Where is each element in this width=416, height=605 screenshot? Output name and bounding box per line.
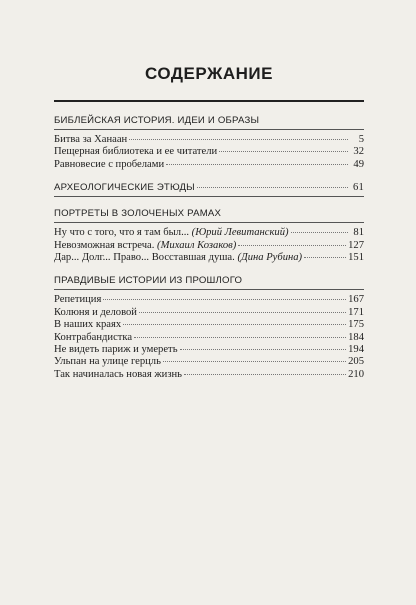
entry-title: Пещерная библиотека и ее читатели (54, 146, 218, 158)
entry-title: Контрабандистка (54, 331, 133, 343)
entry-page-number: 81 (353, 227, 364, 239)
dot-leader (238, 245, 346, 246)
toc-entry[interactable] (54, 332, 364, 344)
entry-page-number: 194 (348, 343, 364, 355)
dot-leader (291, 232, 348, 233)
section-heading[interactable] (54, 181, 364, 197)
section-heading-text: БИБЛЕЙСКАЯ ИСТОРИЯ. ИДЕИ И ОБРАЗЫ (54, 115, 260, 126)
toc-entry[interactable] (54, 344, 364, 356)
entry-page-number: 210 (348, 368, 364, 380)
toc-entry[interactable] (54, 252, 364, 264)
toc-entry[interactable] (54, 146, 364, 158)
entry-title: Дар... Долг... Право... Восставшая душа. (Дина Рубина) (54, 251, 303, 263)
section-heading-text: ПОРТРЕТЫ В ЗОЛОЧЕНЫХ РАМАХ (54, 208, 222, 220)
entry-title: Так начиналась новая жизнь (54, 368, 183, 380)
page-title: СОДЕРЖАНИЕ (145, 64, 273, 83)
toc-entry[interactable] (54, 159, 364, 171)
toc-section (54, 207, 364, 264)
entry-title: Ульпан на улице герцль (54, 356, 161, 368)
toc-entry[interactable] (54, 369, 364, 381)
entry-title: Невозможная встреча. (Михаил Козаков) (54, 239, 237, 251)
entry-page-number: 167 (348, 294, 364, 306)
dot-leader (180, 349, 347, 350)
entry-page-number: 32 (353, 146, 364, 158)
dot-leader (163, 361, 346, 362)
dot-leader (184, 374, 346, 375)
entry-title: В наших краях (54, 319, 122, 331)
section-heading (54, 274, 364, 290)
section-heading (54, 114, 364, 130)
entry-page-number: 175 (348, 319, 364, 331)
toc-entry[interactable] (54, 307, 364, 319)
entry-title: Битва за Ханаан (54, 134, 128, 145)
section-heading-text: ПРАВДИВЫЕ ИСТОРИИ ИЗ ПРОШЛОГО (54, 275, 243, 287)
dot-leader (166, 164, 348, 165)
dot-leader (123, 324, 346, 325)
entry-author: (Михаил Козаков) (157, 239, 237, 251)
entry-title: Не видеть париж и умереть (54, 343, 178, 355)
entry-page-number: 151 (348, 251, 364, 263)
section-page-number: 61 (353, 182, 364, 194)
entry-page-number: 5 (358, 134, 364, 145)
toc-entry[interactable] (54, 227, 364, 239)
dot-leader (103, 299, 346, 300)
toc-section (54, 181, 364, 197)
entry-author: (Юрий Левитанский) (191, 227, 289, 239)
toc-entry[interactable] (54, 240, 364, 252)
dot-leader (129, 139, 348, 140)
entry-title: Колюня и деловой (54, 306, 137, 318)
dot-leader (197, 187, 348, 188)
toc-section (54, 274, 364, 381)
entry-author: (Дина Рубина) (237, 251, 303, 263)
title-divider (54, 100, 364, 102)
toc-entry[interactable] (54, 134, 364, 146)
entry-page-number: 49 (353, 158, 364, 170)
dot-leader (134, 337, 346, 338)
entry-page-number: 205 (348, 356, 364, 368)
entry-page-number: 127 (348, 239, 364, 251)
entry-page-number: 184 (348, 331, 364, 343)
dot-leader (304, 257, 346, 258)
dot-leader (139, 312, 346, 313)
toc-section (54, 114, 364, 171)
dot-leader (219, 151, 348, 152)
entry-title: Равновесие с пробелами (54, 158, 165, 170)
entry-title: Репетиция (54, 294, 102, 306)
toc-entry[interactable] (54, 356, 364, 368)
toc-entry[interactable] (54, 319, 364, 331)
entry-title: Ну что с того, что я там был... (Юрий Левитанский) (54, 227, 289, 239)
section-heading (54, 207, 364, 223)
toc-entry[interactable] (54, 294, 364, 306)
section-heading-text: АРХЕОЛОГИЧЕСКИЕ ЭТЮДЫ (54, 182, 195, 194)
entry-page-number: 171 (348, 306, 364, 318)
